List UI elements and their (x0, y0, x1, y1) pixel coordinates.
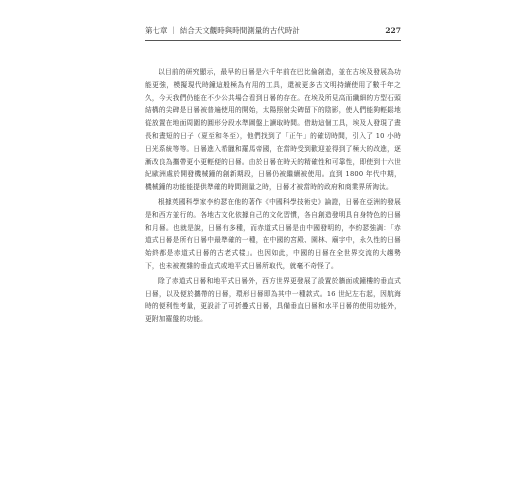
paragraph: 以目前的研究顯示，最早的日晷是六千年前在巴比倫創造，並在古埃及發展為功能更強，模擬現代時鐘這般極為有用的工具，還被更多古文明持續使用了數千年之久，今天我們仍能在不少公共場合看到日晷的存在。在埃及所見高而纖細的方型石頭結構的尖碑是日晷被普遍使用的開始，太陽照射尖碑留下的陰影，使人們能夠輕鬆地從放置在地面周圍的圓形分段水準圖盤上讀取時間。借助這個工具，埃及人發現了晝長和晝短的日子（夏至和冬至），他們找到了「正午」的確切時間，引入了 10 小時日光系統等等。日晷進入希臘和羅馬帝國，在當時受到歡迎並得到了極大的改進，逐漸改良為攜帶更小更輕便的日晷。由於日晷在時天的精確性和可靠性，即使到十六世紀歐洲處於開發機械鐘的創新期段，日晷仍被繼續被使用。直到 1800 年代中期，機械鐘的功能能提供準確的時間測量之時，日晷才被當時的政府和商業界所淘汰。 (145, 68, 401, 192)
running-header (145, 24, 401, 38)
paragraph: 根據英國科學家李約瑟在他的著作《中國科學技術史》論證，日晷在亞洲的發展是和西方並行的。各地古文化依據自己的文化習慣，各自創造發明具自身特色的日晷和月晷。也就是說，日晷有多種，而赤道式日晷是由中國發明的，李約瑟強調：「赤道式日晷是所有日晷中最準確的一種，在中國的宮殿、園林、廟宇中，永久性的日晷始終都是赤道式日晷的古老式樣」。也因如此，中國的日晷在全世界交流的大趨勢下，也未被複雜的垂直式或地平式日晷所取代，就毫不奇怪了。 (145, 197, 401, 270)
page-number: 227 (385, 26, 401, 35)
body-text (145, 66, 401, 328)
header-rule (145, 40, 401, 41)
chapter-title: 第七章 ｜ 結合天文觀時與時間測量的古代時計 (145, 26, 300, 35)
paragraph: 除了赤道式日晷和地平式日晷外，西方世界更發展了設置於牆面或鐘樓的垂直式日晷，以及便於攜帶的日晷，環形日晷即為其中一種款式。16 世紀左右起，因航海時的便利性考量，更設計了可折疊式日晷，具備垂直日晷和水平日晷的使用功能外，更附加羅盤的功能。 (145, 276, 401, 324)
